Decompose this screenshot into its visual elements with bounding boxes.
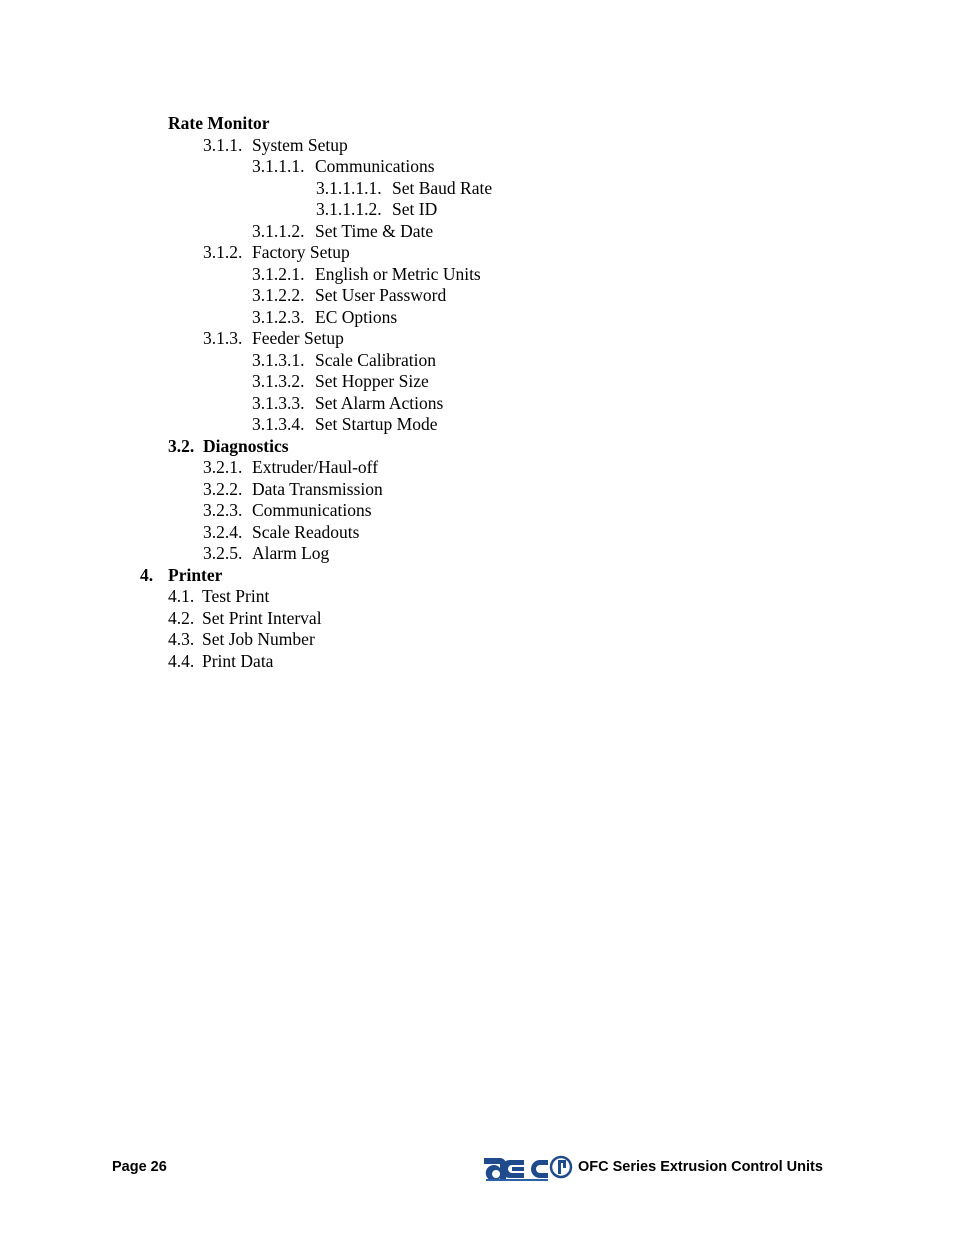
outline-heading: Printer bbox=[168, 564, 223, 585]
outline-item: Set Hopper Size bbox=[315, 371, 429, 391]
outline-item: Scale Readouts bbox=[252, 521, 360, 542]
outline-item: Data Transmission bbox=[252, 478, 383, 499]
outline-number: 3.2.5. bbox=[203, 543, 243, 563]
outline-item: Communications bbox=[252, 500, 372, 520]
outline-item: Extruder/Haul-off bbox=[252, 457, 379, 477]
outline-number: 3.1.2.1. bbox=[252, 263, 305, 284]
document-title: OFC Series Extrusion Control Units bbox=[578, 1159, 823, 1175]
outline-item: Alarm Log bbox=[252, 543, 330, 563]
outline-number: 4.3. bbox=[168, 629, 195, 649]
outline-item: Set Startup Mode bbox=[315, 414, 438, 434]
outline-item: Set User Password bbox=[315, 285, 447, 305]
outline-number: 3.1.1.2. bbox=[252, 220, 305, 241]
outline-number: 3.2.3. bbox=[203, 500, 243, 520]
outline-number: 3.2. bbox=[168, 435, 195, 456]
outline-heading: Rate Monitor bbox=[168, 113, 270, 133]
outline-item: Test Print bbox=[202, 586, 270, 606]
outline-number: 3.2.1. bbox=[203, 457, 243, 477]
outline-number: 3.1.1. bbox=[203, 134, 243, 155]
outline-item: Print Data bbox=[202, 650, 274, 671]
outline-item: EC Options bbox=[315, 306, 398, 327]
outline-number: 3.1.3.1. bbox=[252, 349, 305, 370]
outline-number: 4. bbox=[140, 564, 154, 585]
outline-item: Set Alarm Actions bbox=[315, 392, 444, 413]
outline-item: Factory Setup bbox=[252, 242, 350, 262]
outline-number: 3.2.4. bbox=[203, 521, 243, 542]
outline-number: 4.4. bbox=[168, 650, 195, 671]
outline-number: 3.1.2.3. bbox=[252, 306, 305, 327]
outline-number: 3.1.1.1.2. bbox=[316, 199, 382, 219]
outline-item: Set Print Interval bbox=[202, 607, 322, 628]
outline-number: 3.1.1.1.1. bbox=[316, 177, 382, 198]
outline-number: 4.1. bbox=[168, 586, 195, 606]
outline-item: System Setup bbox=[252, 134, 348, 155]
outline-number: 3.1.3. bbox=[203, 328, 243, 348]
outline-item: Set Baud Rate bbox=[392, 177, 493, 198]
outline-number: 3.1.1.1. bbox=[252, 156, 305, 176]
outline-item: Set Job Number bbox=[202, 629, 315, 649]
outline-item: Set Time & Date bbox=[315, 220, 434, 241]
outline-heading: Diagnostics bbox=[203, 435, 289, 456]
outline-item: Scale Calibration bbox=[315, 349, 437, 370]
aec-logo bbox=[482, 1150, 574, 1184]
outline-number: 3.1.2.2. bbox=[252, 285, 305, 305]
page-number: Page 26 bbox=[112, 1159, 167, 1175]
outline-item: Feeder Setup bbox=[252, 328, 344, 348]
outline-number: 3.2.2. bbox=[203, 478, 243, 499]
outline-item: Set ID bbox=[392, 199, 438, 219]
outline-number: 3.1.2. bbox=[203, 242, 243, 262]
outline-number: 3.1.3.4. bbox=[252, 414, 305, 434]
outline-item: English or Metric Units bbox=[315, 263, 481, 284]
outline-number: 3.1.3.3. bbox=[252, 392, 305, 413]
outline-number: 4.2. bbox=[168, 607, 195, 628]
outline-item: Communications bbox=[315, 156, 435, 176]
outline-number: 3.1.3.2. bbox=[252, 371, 305, 391]
